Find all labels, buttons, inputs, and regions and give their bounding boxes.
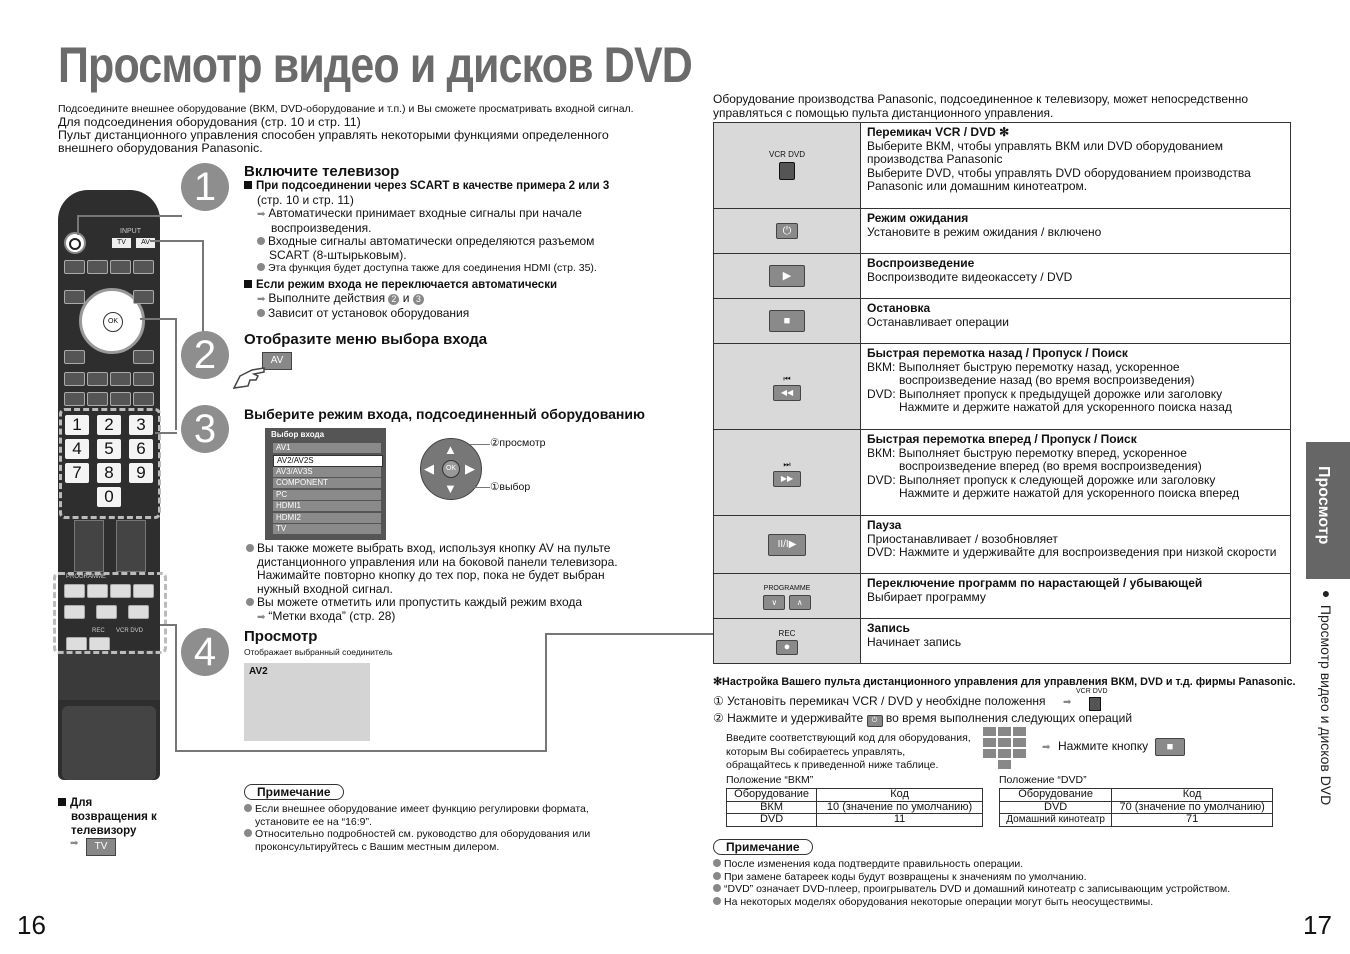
dvd-code-table	[999, 788, 1273, 827]
op-icon-cell	[714, 299, 861, 344]
op-desc-cell	[861, 574, 1291, 619]
table-row	[727, 789, 983, 802]
remote-num-key: 5	[97, 439, 121, 459]
op-line: Нажмите и держите нажатой для ускоренного поиска назад	[899, 400, 1232, 414]
connector-line	[175, 624, 177, 752]
setup-step-2b: во время выполнения следующих операций	[885, 711, 1133, 725]
remote-lower-panel	[58, 650, 160, 700]
op-desc-cell	[861, 516, 1291, 574]
return-tv-line-2: возвращения к	[71, 811, 157, 823]
note-right-1: После изменения кода подтвердите правильность операции.	[724, 858, 1024, 870]
remote-num-key: 1	[65, 415, 89, 435]
note-left-1: Если внешнее оборудование имеет функцию регулировки формата,	[255, 803, 589, 815]
op-line: Нажмите и держите нажатой для ускоренного поиска вперед	[899, 486, 1240, 500]
step-3-note-2b: “Метки входа” (стр. 28)	[268, 608, 396, 623]
setup-heading: ✻Настройка Вашего пульта дистанционного управления для управления ВКМ, DVD и т.д. фирмы Panasonic.	[713, 676, 1296, 688]
step-1-auto-cont: воспроизведения.	[271, 220, 372, 235]
bullet-icon	[244, 804, 252, 812]
square-bullet-icon	[58, 798, 66, 806]
connector-line	[140, 318, 175, 320]
op-line: Выберите ВКМ, чтобы управлять ВКМ или DVD оборудованием	[867, 138, 1224, 153]
connector-line	[77, 215, 182, 217]
bullet-icon	[713, 859, 721, 867]
press-button-text: Нажмите кнопку	[1058, 739, 1149, 753]
remote-av-key: AV	[136, 238, 155, 248]
step-1-do: Выполните действия	[268, 291, 386, 305]
step-1-depends: Зависит от установок оборудования	[268, 305, 470, 320]
op-desc-cell	[861, 619, 1291, 664]
step-2-badge: 2	[181, 331, 229, 379]
op-line: DVD: Выполняет пропуск к следующей дорожке или заголовку	[867, 472, 1216, 487]
setup-step-1: ① Установіть перемикач VCR / DVD у необхідне положення	[713, 694, 1046, 708]
table-row	[1000, 801, 1273, 814]
right-arrow-icon: ▶	[465, 461, 475, 476]
up-arrow-icon: ▲	[444, 442, 457, 457]
step-3-note-1b: дистанционного управления или на боковой панели телевизора.	[257, 554, 618, 569]
note-left	[244, 783, 634, 853]
op-title: Перемикач VCR / DVD ✻	[867, 125, 1010, 139]
step-3-notes	[246, 542, 646, 624]
step-1	[244, 163, 644, 320]
stop-icon: ■	[1155, 738, 1185, 756]
connector-line	[470, 487, 490, 488]
bullet-icon	[244, 829, 252, 837]
table-cell: 11	[817, 814, 983, 827]
remote-key	[87, 392, 108, 406]
menu-item: AV3/AV3S	[273, 467, 381, 477]
remote-ok-key: OK	[103, 312, 123, 332]
remote-num-key: 0	[97, 487, 121, 507]
remote-rocker	[74, 520, 104, 572]
step-4-sub: Отображает выбранный соединитель	[244, 647, 393, 657]
side-tab-label: Просмотр	[1315, 466, 1332, 545]
fast-forward-icon: ▶▶	[773, 471, 801, 487]
input-select-menu	[265, 428, 386, 540]
step-4-badge: 4	[181, 628, 229, 676]
note-right	[713, 838, 1293, 908]
remote-num-key: 7	[65, 463, 89, 483]
remote-key	[64, 372, 85, 386]
bullet-icon	[257, 237, 265, 245]
table-row	[714, 619, 1291, 664]
step-1-heading: Включите телевизор	[244, 163, 400, 180]
remote-key	[133, 372, 154, 386]
arrow-icon: ➡	[257, 209, 266, 220]
op-title: Остановка	[867, 301, 931, 315]
rec-label: REC	[778, 628, 796, 638]
table-row	[1000, 789, 1273, 802]
select-label: ①выбор	[490, 481, 531, 493]
op-desc-cell	[861, 123, 1291, 209]
op-line: DVD: Выполняет пропуск к предыдущей дорожке или заголовку	[867, 386, 1223, 401]
connector-line	[150, 240, 202, 242]
intro-text	[58, 103, 658, 155]
op-desc-cell	[861, 254, 1291, 299]
step-3-note-1d: нужный входной сигнал.	[257, 581, 393, 596]
connector-line	[470, 444, 490, 445]
record-icon: ●	[776, 640, 798, 655]
step-1-detect: Входные сигналы автоматически определяются разъемом	[268, 234, 595, 248]
note-right-heading: Примечание	[713, 839, 813, 855]
arrow-icon: ➡	[70, 838, 79, 849]
hand-pointer-icon	[232, 364, 266, 392]
note-right-2: При замене батареек коды будут возвращены к значениям по умолчанию.	[724, 870, 1087, 883]
return-tv-line-1: Для	[70, 797, 93, 809]
rewind-icon: ◀◀	[773, 385, 801, 401]
vcr-dvd-switch-mini: VCR DVD	[1076, 688, 1108, 695]
bullet-icon	[713, 872, 721, 880]
menu-item: TV	[273, 524, 381, 534]
step-1-bullet-2: Если режим входа не переключается автоматически	[256, 278, 558, 291]
op-icon-cell	[714, 430, 861, 516]
vcr-dvd-switch-icon	[1089, 697, 1101, 711]
table-row	[714, 574, 1291, 619]
op-desc-cell	[861, 430, 1291, 516]
connector-line	[160, 624, 176, 626]
down-arrow-icon: ▼	[444, 481, 457, 496]
step-3-note-2: Вы можете отметить или пропустить каждый режим входа	[257, 595, 583, 609]
bullet-icon	[246, 598, 254, 606]
op-desc-cell	[861, 299, 1291, 344]
remote-rocker	[116, 520, 146, 572]
op-icon-cell	[714, 344, 861, 430]
op-icon-cell	[714, 516, 861, 574]
square-bullet-icon	[244, 181, 252, 189]
page-number-right: 17	[1303, 910, 1332, 940]
remote-num-key: 6	[129, 439, 153, 459]
note-left-heading: Примечание	[244, 784, 344, 800]
op-line: Приостанавливает / возобновляет	[867, 531, 1058, 546]
remote-highlight-vcr	[53, 572, 167, 654]
step-2-ref-icon: 2	[388, 294, 399, 305]
return-tv-line-3: телевизору	[71, 825, 137, 837]
vcr-code-table	[726, 788, 983, 827]
table-row	[714, 254, 1291, 299]
screen-input-label: AV2	[249, 666, 268, 677]
table-header: Код	[1112, 789, 1273, 802]
step-1-hdmi: Эта функция будет доступна также для соединения HDMI (стр. 35).	[268, 262, 597, 274]
page-title: Просмотр видео и дисков DVD	[58, 37, 692, 93]
bullet-icon	[257, 263, 265, 271]
step-3-badge: 3	[181, 405, 229, 453]
remote-key	[87, 260, 108, 274]
tv-screen-preview	[244, 663, 370, 741]
remote-highlight-numpad	[59, 408, 161, 519]
remote-key	[133, 350, 154, 364]
op-title: Режим ожидания	[867, 211, 969, 225]
op-title: Запись	[867, 621, 910, 635]
remote-key	[133, 290, 154, 304]
note-left-2b: проконсультируйтесь с Вашим местным дилером.	[255, 840, 500, 853]
play-icon: ▶	[769, 265, 805, 287]
remote-key	[133, 392, 154, 406]
intro-line-3: Пульт дистанционного управления способен управлять некоторыми функциями определенного	[58, 127, 609, 142]
arrow-icon: ➡	[1042, 742, 1051, 753]
remote-bottom	[62, 706, 156, 780]
remote-num-key: 3	[129, 415, 153, 435]
remote-key	[133, 260, 154, 274]
op-icon-cell	[714, 619, 861, 664]
page-number-left: 16	[17, 910, 46, 940]
remote-num-key: 4	[65, 439, 89, 459]
table-row	[727, 814, 983, 827]
op-line: Установите в режим ожидания / включено	[867, 224, 1102, 239]
op-line: Panasonic или домашним кинотеатром.	[867, 179, 1088, 193]
remote-key	[87, 372, 108, 386]
remote-key	[64, 350, 85, 364]
remote-num-key: 8	[97, 463, 121, 483]
connector-line	[545, 633, 547, 752]
av-key: AV	[262, 352, 292, 370]
menu-item-selected: AV2/AV2S	[273, 455, 383, 467]
nav-pad-illustration	[420, 438, 482, 500]
code-instructions	[726, 732, 971, 773]
right-intro-line-1: Оборудование производства Panasonic, подсоединенное к телевизору, может непосредственно	[713, 92, 1249, 106]
operations-table	[713, 122, 1291, 664]
remote-num-key: 2	[97, 415, 121, 435]
right-intro	[713, 93, 1293, 120]
remote-vcrdvd-label: VCR DVD	[116, 628, 144, 634]
table-row	[714, 299, 1291, 344]
step-1-detect-cont: SCART (8-штырьковым).	[269, 247, 407, 262]
ok-key: OK	[442, 460, 460, 478]
op-line: Воспроизводите видеокассету / DVD	[867, 269, 1073, 284]
menu-item: HDMI1	[273, 501, 381, 511]
dvd-position-label: Положение “DVD”	[999, 774, 1087, 786]
vcr-dvd-switch-label: VCR DVD	[768, 150, 805, 159]
op-line: Выбирает программу	[867, 589, 986, 604]
table-cell: DVD	[727, 814, 817, 827]
menu-item: AV1	[273, 443, 381, 453]
step-4-heading: Просмотр	[244, 628, 318, 645]
op-icon-cell	[714, 254, 861, 299]
menu-item: HDMI2	[273, 513, 381, 523]
remote-rec-label: REC	[92, 628, 105, 634]
vcr-position-label: Положение “ВКМ”	[726, 774, 814, 786]
connector-line	[175, 750, 545, 752]
bullet-icon	[257, 309, 265, 317]
step-3-heading: Выберите режим входа, подсоединенный оборудованию	[244, 406, 645, 422]
intro-line-4: внешнего оборудования Panasonic.	[58, 140, 263, 155]
bullet-icon	[713, 897, 721, 905]
table-row	[727, 801, 983, 814]
op-title: Быстрая перемотка назад / Пропуск / Поиск	[867, 346, 1128, 360]
step-3-ref-icon: 3	[413, 294, 424, 305]
op-line: ВКМ: Выполняет быструю перемотку назад, ускоренное	[867, 359, 1180, 374]
remote-tv-key: TV	[112, 238, 131, 248]
step-1-ref: (стр. 10 и стр. 11)	[257, 192, 354, 207]
skip-back-icon: ⏮	[783, 373, 791, 383]
programme-label: PROGRAMME	[763, 584, 811, 592]
return-tv	[58, 796, 157, 838]
tv-key: TV	[86, 838, 116, 856]
step-3-note-1: Вы также можете выбрать вход, используя кнопку AV на пульте	[257, 541, 611, 555]
setup-step-2	[713, 712, 1132, 727]
step-2-heading: Отобразите меню выбора входа	[244, 331, 488, 348]
remote-key	[64, 392, 85, 406]
step-3-note-1c: Нажимайте повторно кнопку до тех пор, пока не будет выбран	[257, 568, 605, 582]
step-1-and: и	[402, 291, 410, 305]
view-label: ②просмотр	[490, 437, 546, 449]
menu-title: Выбор входа	[271, 430, 325, 439]
standby-icon: ⏻	[867, 715, 883, 727]
bullet-icon	[246, 544, 254, 552]
bullet-icon	[713, 884, 721, 892]
table-cell: 10 (значение по умолчанию)	[817, 801, 983, 814]
op-desc-cell	[861, 209, 1291, 254]
remote-key	[64, 260, 85, 274]
table-header: Оборудование	[1000, 789, 1112, 802]
channel-up-icon: ∧	[789, 595, 811, 610]
arrow-icon: ➡	[257, 611, 266, 623]
table-row	[714, 123, 1291, 209]
table-row	[1000, 814, 1273, 827]
op-title: Воспроизведение	[867, 256, 975, 270]
op-line: воспроизведение назад (во время воспроизведения)	[899, 373, 1195, 387]
remote-key	[110, 372, 131, 386]
step-1-auto: Автоматически принимает входные сигналы при начале	[268, 206, 582, 220]
op-title: Переключение программ по нарастающей / убывающей	[867, 576, 1203, 590]
stop-icon: ■	[769, 310, 805, 332]
op-line: Начинает запись	[867, 634, 962, 649]
connector-line	[155, 432, 177, 434]
op-line: Останавливает операции	[867, 314, 1009, 329]
step-1-badge: 1	[181, 163, 229, 211]
table-cell: ВКМ	[727, 801, 817, 814]
note-right-3: “DVD” означает DVD-плеер, проигрыватель DVD и домашний кинотеатр с записывающим устройством.	[724, 883, 1231, 895]
numpad-mini-icon	[983, 727, 1029, 771]
side-tab	[1306, 442, 1350, 579]
table-cell: DVD	[1000, 801, 1112, 814]
note-left-1b: установите ее на “16:9”.	[255, 815, 372, 828]
table-cell: 71	[1112, 814, 1273, 827]
channel-down-icon: ∨	[763, 595, 785, 610]
table-header: Код	[817, 789, 983, 802]
note-left-2: Относительно подробностей см. руководство для оборудования или	[255, 828, 591, 840]
menu-item: PC	[273, 490, 381, 500]
table-row	[714, 344, 1291, 430]
op-line: воспроизведение вперед (во время воспроизведения)	[899, 459, 1202, 473]
table-cell: Домашний кинотеатр	[1000, 814, 1112, 827]
arrow-icon: ➡	[1063, 697, 1072, 708]
vcr-dvd-switch-icon	[779, 162, 795, 180]
remote-key	[110, 260, 131, 274]
code-line-3: обращайтесь к приведенной ниже таблице.	[726, 759, 939, 771]
table-row	[714, 430, 1291, 516]
table-header: Оборудование	[727, 789, 817, 802]
intro-line-2: Для подсоединения оборудования (стр. 10 и стр. 11)	[58, 114, 361, 129]
square-bullet-icon	[244, 280, 252, 288]
code-line-1: Введите соответствующий код для оборудования,	[726, 732, 971, 744]
op-title: Быстрая перемотка вперед / Пропуск / Поиск	[867, 432, 1137, 446]
note-right-4: На некоторых моделях оборудования некоторые операции могут быть неосуществимы.	[724, 895, 1154, 908]
side-section-label: ● Просмотр видео и дисков DVD	[1318, 585, 1334, 806]
menu-item: COMPONENT	[273, 478, 381, 488]
remote-key	[110, 392, 131, 406]
op-line: Выберите DVD, чтобы управлять DVD оборудованием производства	[867, 165, 1251, 180]
connector-line	[77, 215, 79, 235]
table-row	[714, 516, 1291, 574]
code-line-2: которым Вы собираетесь управлять,	[726, 745, 906, 758]
connector-line	[545, 633, 713, 635]
arrow-icon: ➡	[257, 294, 266, 305]
remote-num-key: 9	[129, 463, 153, 483]
op-line: DVD: Нажмите и удерживайте для воспроизведения при низкой скорости	[867, 545, 1277, 559]
power-button-icon	[64, 232, 86, 254]
skip-forward-icon: ⏭	[783, 459, 791, 469]
step-1-bullet-1: При подсоединении через SCART в качестве примера 2 или 3	[256, 180, 610, 192]
remote-input-label: INPUT	[120, 228, 141, 235]
op-line: ВКМ: Выполняет быструю перемотку вперед, ускоренное	[867, 445, 1187, 460]
remote-key	[64, 290, 85, 304]
op-desc-cell	[861, 344, 1291, 430]
setup-step-2a: ② Нажмите и удерживайте	[713, 711, 864, 725]
left-arrow-icon: ◀	[424, 461, 434, 476]
pause-icon: II/I▶	[768, 534, 806, 556]
op-icon-cell	[714, 574, 861, 619]
remote-programme-label: PROGRAMME	[66, 574, 107, 580]
op-icon-cell	[714, 209, 861, 254]
right-intro-line-2: управляться с помощью пульта дистанционного управления.	[713, 105, 1054, 120]
table-row	[714, 209, 1291, 254]
intro-line-1: Подсоедините внешнее оборудование (ВКМ, DVD-оборудование и т.п.) и Вы сможете просматривать входной сигнал.	[58, 103, 634, 115]
op-title: Пауза	[867, 518, 902, 532]
table-cell: 70 (значение по умолчанию)	[1112, 801, 1273, 814]
op-line: производства Panasonic	[867, 152, 1003, 166]
standby-icon: ⏻	[776, 223, 798, 239]
connector-line	[175, 318, 177, 430]
connector-line	[202, 240, 204, 335]
op-icon-cell	[714, 123, 861, 209]
